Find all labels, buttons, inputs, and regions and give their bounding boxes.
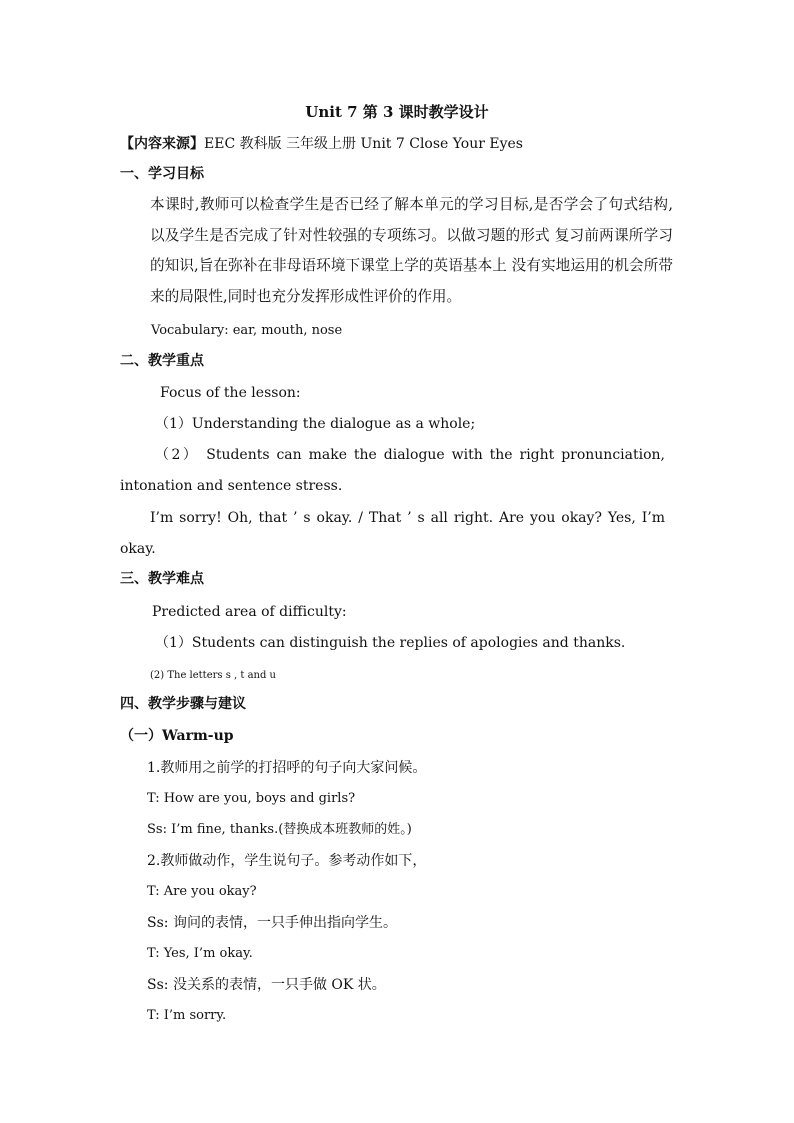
focus-intro: Focus of the lesson: [160,385,301,401]
difficulty-item-1: （1）Students can distinguish the replies of apologies and thanks. [155,635,626,651]
content-source-label: 【内容来源】 [120,136,204,152]
warmup-line: Ss: 没关系的表情，一只手做 OK 状。 [147,977,386,993]
difficulty-item-2: (2) The letters s , t and u [150,670,277,681]
objectives-paragraph [120,190,673,312]
difficulty-intro: Predicted area of difficulty: [152,604,347,620]
section-heading-objectives: 一、学习目标 [120,166,204,182]
warmup-line: T: Yes, I’m okay. [147,946,253,961]
content-source-text: EEC 教科版 三年级上册 Unit 7 Close Your Eyes [204,136,523,152]
warmup-line: T: I’m sorry. [147,1008,227,1023]
objectives-paragraph-text: 本课时,教师可以检查学生是否已经了解本单元的学习目标,是否学会了句式结构,以及学生是否完成了针对性较强的专项练习。以做习题的形式 复习前两课所学习的知识,旨在弥补在非母语环境下课堂上学的英语基本上 没有实地运用的机会所带来的局限性,同时也充分发挥形成性评价的作用。 [150,196,673,305]
warmup-line: 2.教师做动作，学生说句子。参考动作如下， [147,853,427,869]
warmup-line: T: Are you okay? [147,884,257,899]
focus-item-1: （1）Understanding the dialogue as a whole; [155,416,476,432]
warmup-line: T: How are you, boys and girls? [147,791,356,806]
section-heading-focus: 二、教学重点 [120,353,204,369]
focus-sentences: I’m sorry! Oh, that ’ s okay. / That ’ s all right. Are you okay? Yes, I’m okay. [120,510,665,557]
warmup-line: Ss: 询问的表情，一只手伸出指向学生。 [147,915,397,931]
document-title: Unit 7 第 3 课时教学设计 [305,103,489,121]
warmup-line: Ss: I’m fine, thanks.(替换成本班教师的姓。) [147,822,412,837]
vocabulary-line: Vocabulary: ear, mouth, nose [151,323,343,338]
section-heading-steps: 四、教学步骤与建议 [120,696,246,712]
warmup-line: 1.教师用之前学的打招呼的句子向大家问候。 [147,760,427,776]
warmup-heading: （一）Warm-up [120,728,234,744]
focus-item-2: （2） Students can make the dialogue with the right pronunciation, intonation and sentence stress. [120,447,665,494]
section-heading-difficulty: 三、教学难点 [120,571,204,587]
content-source [120,135,523,153]
